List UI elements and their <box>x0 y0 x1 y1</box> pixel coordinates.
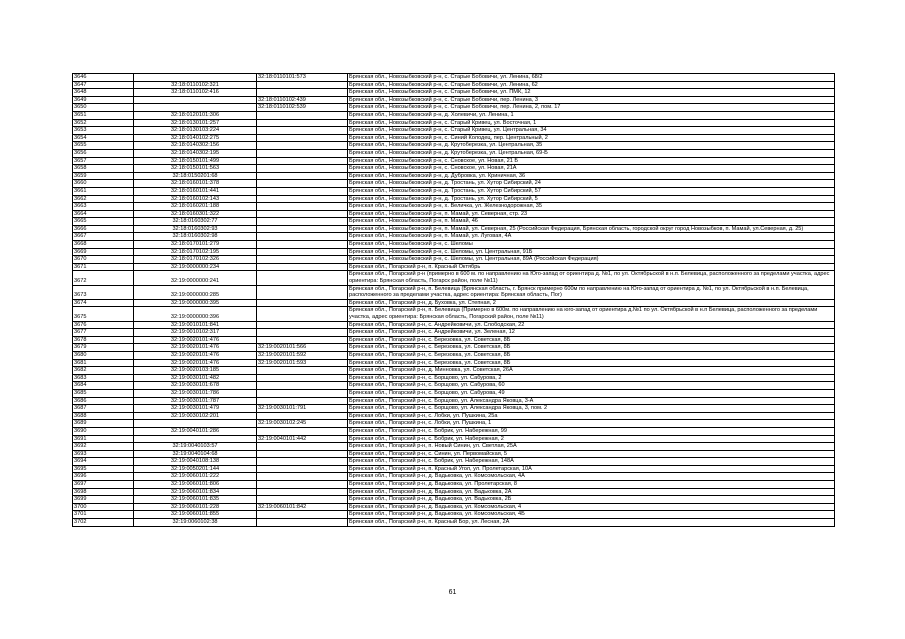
cadastral-number-cell: 32:18:0150201:68 <box>134 172 257 180</box>
row-number-cell: 3697 <box>73 481 134 489</box>
table-row <box>73 119 835 127</box>
table-row <box>73 367 835 375</box>
table-row <box>73 203 835 211</box>
object-cadastral-number-cell <box>257 210 348 218</box>
page-number: 61 <box>448 589 457 596</box>
row-number-cell: 3688 <box>73 412 134 420</box>
address-cell: Брянская обл., Погарский р-н, с. Лобки, ул. Пушкина, 25а <box>348 412 835 420</box>
cadastral-number-cell: 32:18:0160301:322 <box>134 210 257 218</box>
cadastral-number-cell: 32:19:0040101:286 <box>134 427 257 435</box>
address-cell: Брянская обл., Погарский р-н, д. Вадьковка, ул. Вадьковка, 2Б <box>348 496 835 504</box>
cadastral-number-cell: 32:18:0120101:306 <box>134 111 257 119</box>
cadastral-number-cell <box>134 435 257 443</box>
cadastral-number-cell: 32:19:0060101:806 <box>134 481 257 489</box>
address-cell: Брянская обл., Новозыбковский р-н, х. Величка, ул. Железнодорожная, 35 <box>348 203 835 211</box>
table-row <box>73 127 835 135</box>
table-row <box>73 299 835 307</box>
row-number-cell: 3661 <box>73 187 134 195</box>
object-cadastral-number-cell <box>257 263 348 271</box>
row-number-cell: 3673 <box>73 285 134 299</box>
address-cell: Брянская обл., Новозыбковский р-н, с. Шеломы, ул. Центральная, 89А (Российская Федерация) <box>348 256 835 264</box>
row-number-cell: 3647 <box>73 81 134 89</box>
object-cadastral-number-cell: 32:19:0020101:593 <box>257 359 348 367</box>
address-cell: Брянская обл., Новозыбковский р-н, п. Мамай, ул. Луговая, 4А <box>348 233 835 241</box>
table-row <box>73 187 835 195</box>
table-row <box>73 488 835 496</box>
row-number-cell: 3682 <box>73 367 134 375</box>
table-row <box>73 285 835 299</box>
object-cadastral-number-cell <box>257 248 348 256</box>
table-row <box>73 210 835 218</box>
address-cell: Брянская обл., Погарский р-н, с. Борщово, ул. Александра Яковца, 3-А <box>348 397 835 405</box>
cadastral-number-cell: 32:19:0040103:57 <box>134 443 257 451</box>
row-number-cell: 3653 <box>73 127 134 135</box>
cadastral-number-cell: 32:19:0060101:222 <box>134 473 257 481</box>
table-row <box>73 172 835 180</box>
row-number-cell: 3701 <box>73 511 134 519</box>
table-row <box>73 397 835 405</box>
object-cadastral-number-cell <box>257 389 348 397</box>
address-cell: Брянская обл., Новозыбковский р-н, д. Дубровка, ул. Криничная, 36 <box>348 172 835 180</box>
cadastral-number-cell: 32:18:0160101:378 <box>134 180 257 188</box>
object-cadastral-number-cell <box>257 285 348 299</box>
table-row <box>73 96 835 104</box>
row-number-cell: 3649 <box>73 96 134 104</box>
row-number-cell: 3662 <box>73 195 134 203</box>
row-number-cell: 3675 <box>73 307 134 321</box>
table-row <box>73 180 835 188</box>
address-cell: Брянская обл., Погарский р-н, д. Вадьковка, ул. Комсомольская, 4А <box>348 473 835 481</box>
object-cadastral-number-cell <box>257 329 348 337</box>
table-row <box>73 134 835 142</box>
row-number-cell: 3681 <box>73 359 134 367</box>
address-cell: Брянская обл., Погарский р-н, с. Бобрик, ул. Набережная, 148А <box>348 458 835 466</box>
row-number-cell: 3667 <box>73 233 134 241</box>
address-cell: Брянская обл., Погарский р-н, д. Буховка, ул. Степная, 2 <box>348 299 835 307</box>
table-row <box>73 104 835 112</box>
table-row <box>73 443 835 451</box>
object-cadastral-number-cell <box>257 172 348 180</box>
row-number-cell: 3689 <box>73 420 134 428</box>
table-row <box>73 511 835 519</box>
table-row <box>73 321 835 329</box>
row-number-cell: 3690 <box>73 427 134 435</box>
address-cell: Брянская обл., Новозыбковский р-н, с. Старый Кривец, ул. Центральная, 34 <box>348 127 835 135</box>
address-cell: Брянская обл., Новозыбковский р-н, с. Старые Бобовичи, пер. Ленина, 2, пом. 17 <box>348 104 835 112</box>
row-number-cell: 3680 <box>73 351 134 359</box>
table-row <box>73 405 835 413</box>
cadastral-number-cell: 32:18:0170101:279 <box>134 241 257 249</box>
table-row <box>73 473 835 481</box>
cadastral-number-cell: 32:18:0140102:275 <box>134 134 257 142</box>
object-cadastral-number-cell <box>257 336 348 344</box>
address-cell: Брянская обл., Погарский р-н, п. Новый Синин, ул. Светлая, 25А <box>348 443 835 451</box>
table-row <box>73 81 835 89</box>
address-cell: Брянская обл., Погарский р-н, с. Андрейковичи, ул. Слободская, 22 <box>348 321 835 329</box>
table-row <box>73 420 835 428</box>
object-cadastral-number-cell: 32:18:0110101:573 <box>257 74 348 82</box>
object-cadastral-number-cell <box>257 481 348 489</box>
cadastral-number-cell <box>134 420 257 428</box>
row-number-cell: 3648 <box>73 89 134 97</box>
object-cadastral-number-cell <box>257 142 348 150</box>
address-cell: Брянская обл., Погарский р-н, с. Березовка, ул. Советская, 8Б <box>348 344 835 352</box>
row-number-cell: 3676 <box>73 321 134 329</box>
address-cell: Брянская обл., Новозыбковский р-н, с. Старые Бобовичи, ул. Ленина, 62 <box>348 81 835 89</box>
cadastral-number-cell: 32:18:0160102:143 <box>134 195 257 203</box>
object-cadastral-number-cell <box>257 321 348 329</box>
cadastral-number-cell: 32:18:0160302:98 <box>134 233 257 241</box>
object-cadastral-number-cell <box>257 473 348 481</box>
cadastral-number-cell: 32:19:0040104:68 <box>134 450 257 458</box>
cadastral-number-cell: 32:19:0020101:476 <box>134 351 257 359</box>
row-number-cell: 3657 <box>73 157 134 165</box>
address-cell: Брянская обл., Новозыбковский р-н, с. Синий Колодец, пер. Центральный, 2 <box>348 134 835 142</box>
address-cell: Брянская обл., Погарский р-н, с. Борщово, ул. Сабурова, 49 <box>348 389 835 397</box>
row-number-cell: 3698 <box>73 488 134 496</box>
cadastral-number-cell: 32:19:0060101:835 <box>134 496 257 504</box>
row-number-cell: 3686 <box>73 397 134 405</box>
register-table-body <box>73 74 835 527</box>
table-row <box>73 503 835 511</box>
table-row <box>73 374 835 382</box>
object-cadastral-number-cell <box>257 367 348 375</box>
cadastral-number-cell: 32:19:0030101:482 <box>134 374 257 382</box>
table-row <box>73 165 835 173</box>
table-row <box>73 263 835 271</box>
row-number-cell: 3679 <box>73 344 134 352</box>
table-row <box>73 344 835 352</box>
row-number-cell: 3672 <box>73 271 134 285</box>
object-cadastral-number-cell <box>257 187 348 195</box>
cadastral-number-cell: 32:19:0020101:476 <box>134 344 257 352</box>
address-cell: Брянская обл., Погарский р-н, с. Борщово, ул. Сабурова, 60 <box>348 382 835 390</box>
cadastral-number-cell: 32:19:0030101:786 <box>134 389 257 397</box>
row-number-cell: 3677 <box>73 329 134 337</box>
object-cadastral-number-cell <box>257 134 348 142</box>
address-cell: Брянская обл., Новозыбковский р-н, с. Сновское, ул. Новая, 21А <box>348 165 835 173</box>
table-row <box>73 271 835 285</box>
cadastral-number-cell: 32:18:0170102:326 <box>134 256 257 264</box>
cadastral-number-cell: 32:19:0060101:855 <box>134 511 257 519</box>
cadastral-number-cell: 32:18:0140302:195 <box>134 149 257 157</box>
address-cell: Брянская обл., Погарский р-н, с. Лобки, ул. Пушкина, 1 <box>348 420 835 428</box>
cadastral-number-cell <box>134 74 257 82</box>
object-cadastral-number-cell <box>257 218 348 226</box>
table-row <box>73 465 835 473</box>
cadastral-number-cell: 32:18:0150101:499 <box>134 157 257 165</box>
table-row <box>73 359 835 367</box>
row-number-cell: 3674 <box>73 299 134 307</box>
address-cell: Брянская обл., Новозыбковский р-н, с. Шеломы, ул. Центральная, 91Б <box>348 248 835 256</box>
address-cell: Брянская обл., Новозыбковский р-н, д. Тростань, ул. Хутор Сибирский, 24 <box>348 180 835 188</box>
row-number-cell: 3700 <box>73 503 134 511</box>
cadastral-number-cell: 32:19:0060101:228 <box>134 503 257 511</box>
row-number-cell: 3654 <box>73 134 134 142</box>
table-row <box>73 233 835 241</box>
row-number-cell: 3650 <box>73 104 134 112</box>
object-cadastral-number-cell <box>257 511 348 519</box>
cadastral-number-cell: 32:19:0050201:144 <box>134 465 257 473</box>
row-number-cell: 3652 <box>73 119 134 127</box>
address-cell: Брянская обл., Погарский р-н, с. Синин, ул. Первомайская, 5 <box>348 450 835 458</box>
address-cell: Брянская обл., Погарский р-н, с. Борщово, ул. Александра Яковца, 3, пом. 2 <box>348 405 835 413</box>
object-cadastral-number-cell <box>257 180 348 188</box>
object-cadastral-number-cell: 32:19:0060101:842 <box>257 503 348 511</box>
address-cell: Брянская обл., Новозыбковский р-н, д. Крутоберезка, ул. Центральная, 35 <box>348 142 835 150</box>
cadastral-number-cell: 32:19:0020101:476 <box>134 336 257 344</box>
row-number-cell: 3692 <box>73 443 134 451</box>
table-row <box>73 74 835 82</box>
object-cadastral-number-cell <box>257 241 348 249</box>
object-cadastral-number-cell: 32:19:0040101:442 <box>257 435 348 443</box>
object-cadastral-number-cell <box>257 450 348 458</box>
table-row <box>73 519 835 527</box>
cadastral-number-cell: 32:19:0020101:476 <box>134 359 257 367</box>
address-cell: Брянская обл., Погарский р-н, с. Березовка, ул. Советская, 8Б <box>348 336 835 344</box>
object-cadastral-number-cell <box>257 119 348 127</box>
row-number-cell: 3695 <box>73 465 134 473</box>
row-number-cell: 3702 <box>73 519 134 527</box>
table-row <box>73 329 835 337</box>
cadastral-number-cell: 32:18:0170102:195 <box>134 248 257 256</box>
row-number-cell: 3660 <box>73 180 134 188</box>
cadastral-number-cell: 32:19:0030101:479 <box>134 405 257 413</box>
object-cadastral-number-cell <box>257 427 348 435</box>
object-cadastral-number-cell <box>257 496 348 504</box>
object-cadastral-number-cell: 32:19:0030101:791 <box>257 405 348 413</box>
address-cell: Брянская обл., Новозыбковский р-н, д. Тростань, ул. Хутор Сибирский, 5 <box>348 195 835 203</box>
row-number-cell: 3670 <box>73 256 134 264</box>
table-row <box>73 142 835 150</box>
row-number-cell: 3663 <box>73 203 134 211</box>
object-cadastral-number-cell: 32:19:0020101:566 <box>257 344 348 352</box>
cadastral-number-cell: 32:19:0000000:395 <box>134 299 257 307</box>
register-table <box>72 73 835 527</box>
cadastral-number-cell: 32:19:0030101:787 <box>134 397 257 405</box>
address-cell: Брянская обл., Погарский р-н, п. Красный Бор, ул. Лесная, 2А <box>348 519 835 527</box>
table-row <box>73 496 835 504</box>
address-cell: Брянская обл., Погарский р-н, с. Бобрик, ул. Набережная, 2 <box>348 435 835 443</box>
object-cadastral-number-cell: 32:18:0110102:539 <box>257 104 348 112</box>
address-cell: Брянская обл., Погарский р-н, с. Андрейковичи, ул. Зеленая, 12 <box>348 329 835 337</box>
cadastral-number-cell: 32:18:0110102:416 <box>134 89 257 97</box>
table-row <box>73 241 835 249</box>
object-cadastral-number-cell <box>257 374 348 382</box>
table-row <box>73 389 835 397</box>
row-number-cell: 3685 <box>73 389 134 397</box>
row-number-cell: 3665 <box>73 218 134 226</box>
cadastral-number-cell: 32:19:0010102:317 <box>134 329 257 337</box>
object-cadastral-number-cell <box>257 225 348 233</box>
address-cell: Брянская обл., Новозыбковский р-н, с. Старые Бобовичи, пер. Ленина, 3 <box>348 96 835 104</box>
row-number-cell: 3666 <box>73 225 134 233</box>
address-cell: Брянская обл., Новозыбковский р-н, с. Шеломы <box>348 241 835 249</box>
object-cadastral-number-cell <box>257 165 348 173</box>
table-row <box>73 218 835 226</box>
address-cell: Брянская обл., Погарский р-н, п. Красный Угол, ул. Пролетарская, 10А <box>348 465 835 473</box>
row-number-cell: 3671 <box>73 263 134 271</box>
cadastral-number-cell: 32:19:0030102:201 <box>134 412 257 420</box>
object-cadastral-number-cell <box>257 299 348 307</box>
cadastral-number-cell <box>134 96 257 104</box>
object-cadastral-number-cell <box>257 307 348 321</box>
address-cell: Брянская обл., Погарский р-н, д. Вадьковка, ул. Пролетарская, 8 <box>348 481 835 489</box>
cadastral-number-cell: 32:18:0160101:441 <box>134 187 257 195</box>
object-cadastral-number-cell <box>257 458 348 466</box>
row-number-cell: 3668 <box>73 241 134 249</box>
cadastral-number-cell: 32:19:0040108:138 <box>134 458 257 466</box>
row-number-cell: 3669 <box>73 248 134 256</box>
table-row <box>73 412 835 420</box>
cadastral-number-cell: 32:18:0160302:93 <box>134 225 257 233</box>
address-cell: Брянская обл., Новозыбковский р-н, с. Сновское, ул. Новая, 21 Б <box>348 157 835 165</box>
table-row <box>73 351 835 359</box>
table-row <box>73 450 835 458</box>
cadastral-number-cell: 32:18:0130103:224 <box>134 127 257 135</box>
table-row <box>73 458 835 466</box>
address-cell: Брянская обл., Погарский р-н, с. Березовка, ул. Советская, 8Б <box>348 359 835 367</box>
row-number-cell: 3699 <box>73 496 134 504</box>
cadastral-number-cell: 32:19:0000000:234 <box>134 263 257 271</box>
object-cadastral-number-cell: 32:18:0110102:439 <box>257 96 348 104</box>
address-cell: Брянская обл., Погарский р-н, п. Белевица (Брянская область, г. Брянск примерно 600м по направлению на Юго-запад от ориентира д. №1, по ул. Октябрьской в н.п. Белевица, расположенного за пределами участка, адрес ориентира: Брянская область, Пог) <box>348 285 835 299</box>
table-row <box>73 225 835 233</box>
table-row <box>73 336 835 344</box>
row-number-cell: 3664 <box>73 210 134 218</box>
object-cadastral-number-cell <box>257 111 348 119</box>
cadastral-number-cell: 32:19:0010101:841 <box>134 321 257 329</box>
object-cadastral-number-cell <box>257 382 348 390</box>
table-row <box>73 435 835 443</box>
address-cell: Брянская обл., Новозыбковский р-н, д. Тростань, ул. Хутор Сибирский, 57 <box>348 187 835 195</box>
object-cadastral-number-cell <box>257 256 348 264</box>
cadastral-number-cell: 32:19:0000000:241 <box>134 271 257 285</box>
row-number-cell: 3687 <box>73 405 134 413</box>
table-row <box>73 382 835 390</box>
object-cadastral-number-cell <box>257 465 348 473</box>
object-cadastral-number-cell <box>257 127 348 135</box>
row-number-cell: 3656 <box>73 149 134 157</box>
row-number-cell: 3683 <box>73 374 134 382</box>
register-table-wrapper <box>72 73 834 527</box>
address-cell: Брянская обл., Погарский р-н, с. Березовка, ул. Советская, 8Б <box>348 351 835 359</box>
table-row <box>73 481 835 489</box>
object-cadastral-number-cell <box>257 149 348 157</box>
table-row <box>73 248 835 256</box>
row-number-cell: 3658 <box>73 165 134 173</box>
cadastral-number-cell: 32:18:0150101:563 <box>134 165 257 173</box>
address-cell: Брянская обл., Погарский р-н, д. Минновка, ул. Советская, 26А <box>348 367 835 375</box>
cadastral-number-cell: 32:19:0000000:285 <box>134 285 257 299</box>
cadastral-number-cell: 32:18:0110102:321 <box>134 81 257 89</box>
address-cell: Брянская обл., Новозыбковский р-н, п. Мамай, ул. Северная, 25 (Российская Федерация, Брянская область, городской округ город Новозыбков, п. Мамай, ул.Северная, д. 25) <box>348 225 835 233</box>
object-cadastral-number-cell <box>257 397 348 405</box>
object-cadastral-number-cell: 32:19:0020101:592 <box>257 351 348 359</box>
cadastral-number-cell: 32:18:0140302:156 <box>134 142 257 150</box>
address-cell: Брянская обл., Погарский р-н, п. Белевица (Примерно в 600м. по направлению на юго-запад от ориентира д.№1 по ул. Октябрьской в н.п Белевица, расположенного за пределами участка, адрес ориентира: Брянская область, Погарский район, поле №11) <box>348 307 835 321</box>
address-cell: Брянская обл., Новозыбковский р-н, д. Крутоберезка, ул. Центральная, 69-Б <box>348 149 835 157</box>
address-cell: Брянская обл., Новозыбковский р-н, п. Мамай, 46 <box>348 218 835 226</box>
address-cell: Брянская обл., Погарский р-н, с. Бобрик, ул. Набережная, 99 <box>348 427 835 435</box>
row-number-cell: 3646 <box>73 74 134 82</box>
object-cadastral-number-cell <box>257 233 348 241</box>
object-cadastral-number-cell <box>257 412 348 420</box>
table-row <box>73 111 835 119</box>
object-cadastral-number-cell <box>257 488 348 496</box>
row-number-cell: 3678 <box>73 336 134 344</box>
address-cell: Брянская обл., Погарский р-н, д. Вадьковка, ул. Вадьковка, 2А <box>348 488 835 496</box>
cadastral-number-cell: 32:18:0130101:257 <box>134 119 257 127</box>
object-cadastral-number-cell <box>257 443 348 451</box>
address-cell: Брянская обл., Погарский р-н (примерно в 600 м. по направлению на Юго-запад от ориентира д. №1, по ул. Октябрьской в н.п. Белевица, расположенного за пределами участка, адрес ориентира: Брянская область, Погарск район, поле №11) <box>348 271 835 285</box>
object-cadastral-number-cell <box>257 203 348 211</box>
cadastral-number-cell: 32:18:0160201:188 <box>134 203 257 211</box>
address-cell: Брянская обл., Новозыбковский р-н, с. Старый Кривец, ул. Восточная, 1 <box>348 119 835 127</box>
row-number-cell: 3693 <box>73 450 134 458</box>
cadastral-number-cell: 32:19:0060102:38 <box>134 519 257 527</box>
object-cadastral-number-cell <box>257 81 348 89</box>
address-cell: Брянская обл., Погарский р-н, д. Вадьковка, ул. Комсомольская, 4 <box>348 503 835 511</box>
row-number-cell: 3684 <box>73 382 134 390</box>
address-cell: Брянская обл., Погарский р-н, п. Красный Октябрь <box>348 263 835 271</box>
row-number-cell: 3655 <box>73 142 134 150</box>
address-cell: Брянская обл., Новозыбковский р-н, д. Холевичи, ул. Ленина, 1 <box>348 111 835 119</box>
object-cadastral-number-cell <box>257 271 348 285</box>
table-row <box>73 157 835 165</box>
object-cadastral-number-cell <box>257 89 348 97</box>
cadastral-number-cell: 32:18:0160302:77 <box>134 218 257 226</box>
table-row <box>73 427 835 435</box>
cadastral-number-cell: 32:19:0000000:396 <box>134 307 257 321</box>
table-row <box>73 89 835 97</box>
object-cadastral-number-cell <box>257 519 348 527</box>
row-number-cell: 3659 <box>73 172 134 180</box>
table-row <box>73 149 835 157</box>
row-number-cell: 3696 <box>73 473 134 481</box>
address-cell: Брянская обл., Новозыбковский р-н, с. Старые Бобовичи, ул. ПМК, 12 <box>348 89 835 97</box>
address-cell: Брянская обл., Погарский р-н, д. Вадьковка, ул. Комсомольская, 4Б <box>348 511 835 519</box>
address-cell: Брянская обл., Новозыбковский р-н, с. Старые Бобовичи, ул. Ленина, 68/2 <box>348 74 835 82</box>
address-cell: Брянская обл., Погарский р-н, с. Борщово, ул. Сабурова, 2 <box>348 374 835 382</box>
object-cadastral-number-cell: 32:19:0030102:245 <box>257 420 348 428</box>
object-cadastral-number-cell <box>257 195 348 203</box>
table-row <box>73 307 835 321</box>
table-row <box>73 195 835 203</box>
row-number-cell: 3691 <box>73 435 134 443</box>
cadastral-number-cell: 32:19:0020103:185 <box>134 367 257 375</box>
row-number-cell: 3694 <box>73 458 134 466</box>
row-number-cell: 3651 <box>73 111 134 119</box>
cadastral-number-cell: 32:19:0060101:834 <box>134 488 257 496</box>
object-cadastral-number-cell <box>257 157 348 165</box>
table-row <box>73 256 835 264</box>
cadastral-number-cell: 32:19:0030101:678 <box>134 382 257 390</box>
address-cell: Брянская обл., Новозыбковский р-н, п. Мамай, ул. Северная, стр. 23 <box>348 210 835 218</box>
cadastral-number-cell <box>134 104 257 112</box>
